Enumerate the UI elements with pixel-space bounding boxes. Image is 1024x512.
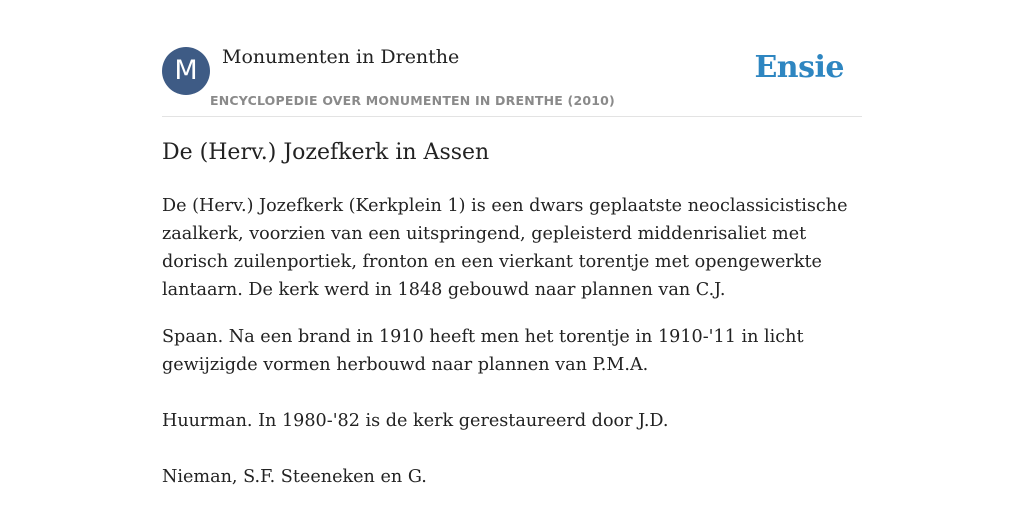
site-avatar[interactable]: M — [162, 47, 210, 95]
article-paragraph-2: Spaan. Na een brand in 1910 heeft men het torentje in 1910-'11 in licht gewijzigde vormen herbouwd naar plannen van P.M.A. — [162, 327, 804, 375]
site-title-link[interactable]: Monumenten in Drenthe — [222, 46, 460, 68]
article-paragraph-3: Huurman. In 1980-'82 is de kerk gerestaureerd door J.D. — [162, 411, 669, 431]
site-subtitle: ENCYCLOPEDIE OVER MONUMENTEN IN DRENTHE (2010) — [210, 93, 615, 108]
article-paragraph-4: Nieman, S.F. Steeneken en G. — [162, 467, 427, 487]
ensie-logo[interactable]: Ensie — [754, 50, 844, 85]
article-title: De (Herv.) Jozefkerk in Assen — [162, 140, 490, 165]
site-header — [162, 0, 862, 117]
article-paragraph-1: De (Herv.) Jozefkerk (Kerkplein 1) is een dwars geplaatste neoclassicistische zaalkerk, voorzien van een uitspringend, gepleisterd middenrisaliet met dorisch zuilenportiek, fronton en een vierkant torentje met opengewerkte lantaarn. De kerk werd in 1848 gebouwd naar plannen van C.J. — [162, 196, 848, 300]
